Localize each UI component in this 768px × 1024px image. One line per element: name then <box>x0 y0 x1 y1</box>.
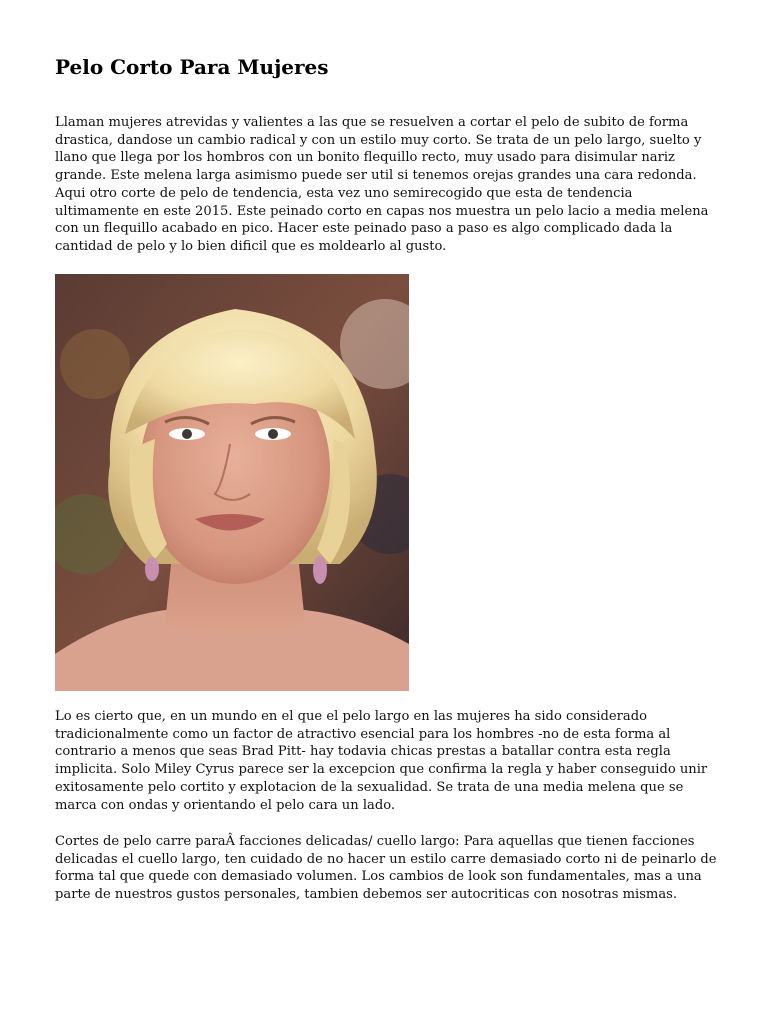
paragraph-intro: Llaman mujeres atrevidas y valientes a las que se resuelven a cortar el pelo de subito de forma drastica, dandose un cambio radical y con un estilo muy corto. Se trata de un pelo largo, suelto y llano que llega por los hombros con un bonito flequillo recto, muy usado para disimular nariz grande. Este melena larga asimismo puede ser util si tenemos orejas grandes una cara redonda. Aqui otro corte de pelo de tendencia, esta vez uno semirecogido que esta de tendencia ultimamente en este 2015. Este peinado corto en capas nos muestra un pelo lacio a media melena con un flequillo acabado en pico. Hacer este peinado paso a paso es algo complicado dada la cantidad de pelo y lo bien dificil que es moldearlo al gusto. <box>55 115 709 254</box>
woman-short-blonde-bob-photo <box>55 274 409 691</box>
page-title: Pelo Corto Para Mujeres <box>55 55 329 79</box>
portrait-illustration <box>55 274 409 691</box>
paragraph-closing: Cortes de pelo carre paraÂ facciones delicadas/ cuello largo: Para aquellas que tienen facciones delicadas el cuello largo, ten cuidado de no hacer un estilo carre demasiado corto ni de peinarlo de forma tal que quede con demasiado volumen. Los cambios de look son fundamentales, mas a una parte de nuestros gustos personales, tambien debemos ser autocriticas con nosotras mismas. <box>55 834 717 903</box>
paragraph-body: Lo es cierto que, en un mundo en el que el pelo largo en las mujeres ha sido considerado tradicionalmente como un factor de atractivo esencial para los hombres -no de esta forma al contrario a menos que seas Brad Pitt- hay todavia chicas prestas a batallar contra esta regla implicita. Solo Miley Cyrus parece ser la excepcion que confirma la regla y haber conseguido unir exitosamente pelo cortito y explotacion de la sexualidad. Se trata de una media melena que se marca con ondas y orientando el pelo cara un lado. <box>55 709 708 813</box>
